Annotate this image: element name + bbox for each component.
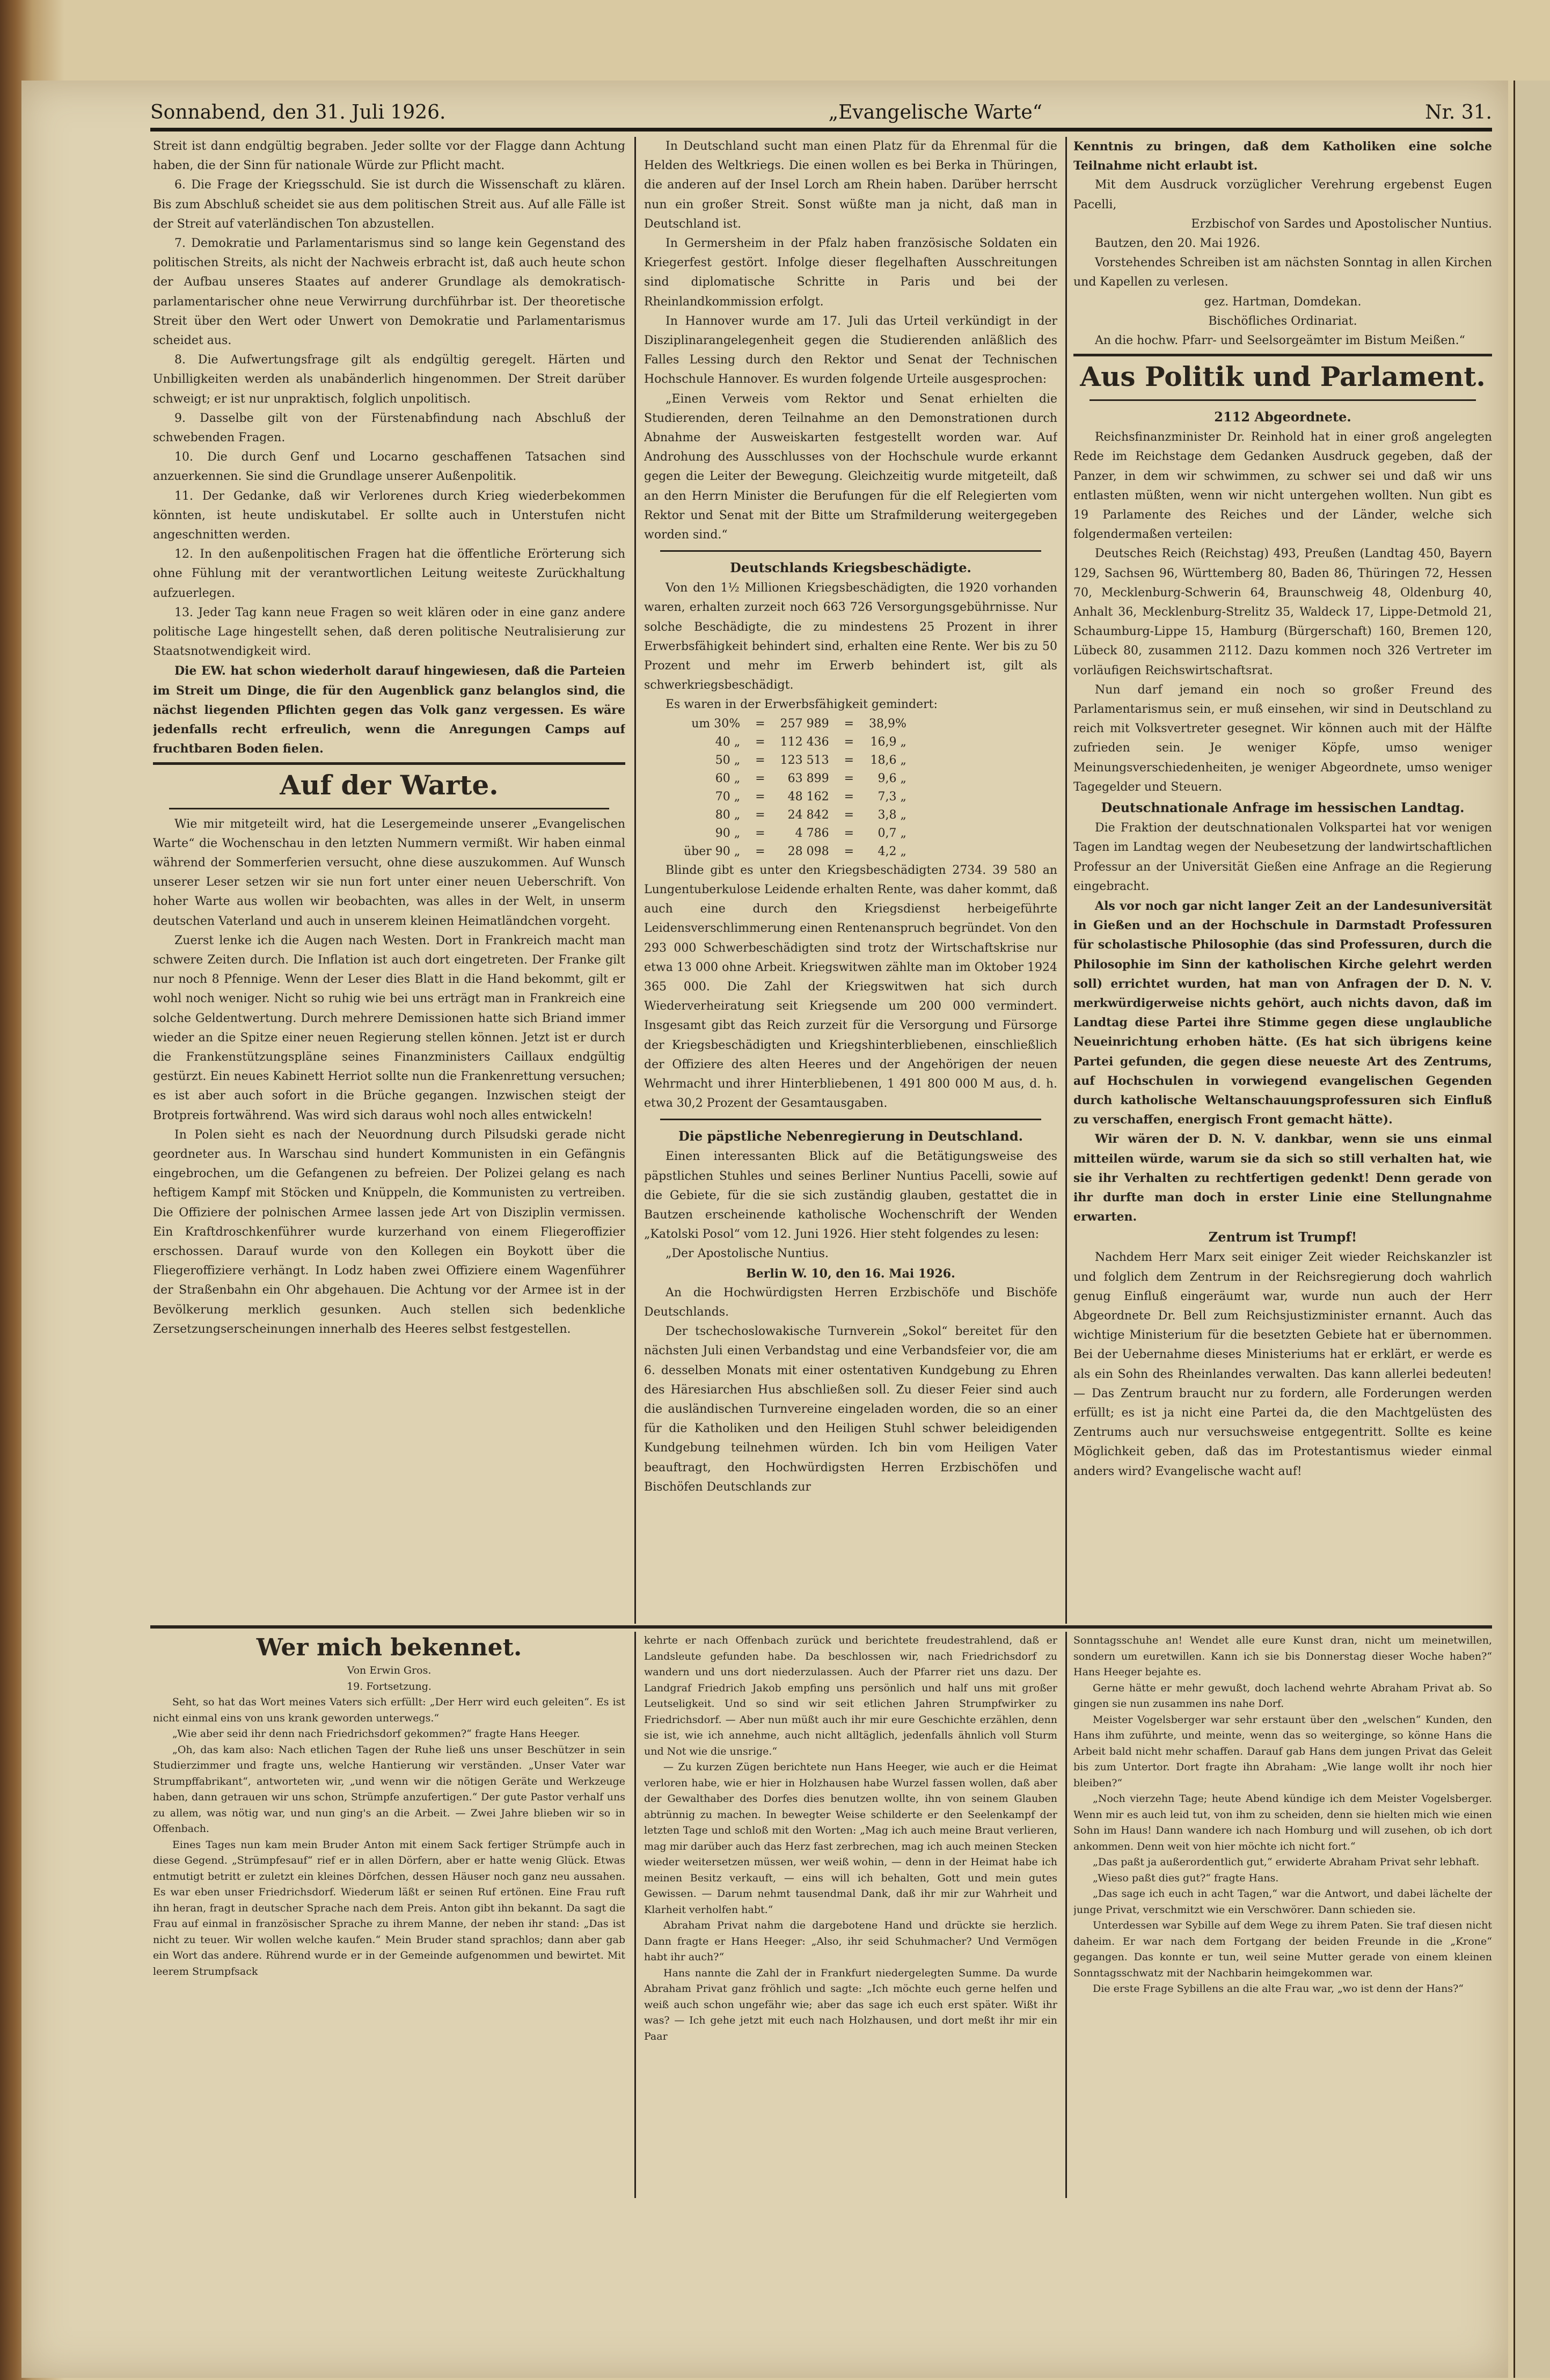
sub-heading: 2112 Abgeordnete. <box>1214 409 1351 425</box>
newspaper-title: „Evangelische Warte“ <box>828 101 1043 123</box>
column-2 <box>644 137 1057 1624</box>
masthead <box>150 94 1492 123</box>
paragraph: An die hochw. Pfarr- und Seelsorgeämter im Bistum Meißen.“ <box>1095 334 1465 348</box>
paragraph: Der tschechoslowakische Turnverein „Sokol“ bereitet für den nächsten Juli einen Verbandstag und eine Verbandsfeier vor, die am 6. desselben Monats mit einer ostentativen Kundgebung zu Ehren des Häresiarchen Hus abschließen soll. Zu dieser Feier sind auch die ausländischen Turnvereine eingeladen worden, die so an einer für die Katholiken und den Heiligen Stuhl schwer beleidigenden Kundgebung teilnehmen würden. Ich bin vom Heiligen Vater beauftragt, den Hochwürdigsten Herren Erzbischöfen und Bischöfen Deutschlands zur <box>644 1325 1057 1494</box>
table-row <box>676 843 914 861</box>
paragraph: „Noch vierzehn Tage; heute Abend kündige ich dem Meister Vogelsberger. Wenn mir es auch leid tut, von ihm zu scheiden, denn sie hielten mich wie einen Sohn im Haus! Dann wandere ich nach Homburg und will zusehen, ob ich dort ankommen. Denn weit von hier möchte ich nicht fort.“ <box>1073 1793 1492 1852</box>
column-divider <box>1065 137 1067 1624</box>
paragraph: Reichsfinanzminister Dr. Reinhold hat in einer groß angelegten Rede im Reichstage dem Gedanken Ausdruck gegeben, daß der Panzer, in dem wir schwimmen, zu schwer sei und daß wir uns entlasten müßten, wenn wir nicht untergehen wollten. Nun gibt es 19 Parlamente des Reiches und der Länder, welche sich folgendermaßen verteilen: <box>1073 430 1492 542</box>
section-heading: Aus Politik und Parlament. <box>1080 361 1486 393</box>
disability-table <box>676 715 914 861</box>
paragraph: Meister Vogelsberger war sehr erstaunt über den „welschen“ Kunden, den Hans ihm zuführte, und meinte, wenn das so weiterginge, so könne Hans die Arbeit bald nicht mehr schaffen. Darauf gab Hans dem jungen Privat das Geleit bis zum Untertor. Dort fragte ihn Abraham: „Wie lange wollt ihr noch hier bleiben?“ <box>1073 1713 1492 1789</box>
paragraph: Einen interessanten Blick auf die Betätigungsweise des päpstlichen Stuhles und seines Berliner Nuntius Pacelli, sowie auf die Gebiete, für die sie sich zuständig glauben, gestattet die in Bautzen erscheinende katholische Wochenschrift der Wenden „Katolski Posol“ vom 12. Juni 1926. Hier steht folgendes zu lesen: <box>644 1150 1057 1242</box>
table-cell: 9,6 „ <box>878 771 906 785</box>
table-cell: = <box>755 771 765 785</box>
table-row <box>676 770 914 788</box>
table-cell: = <box>844 717 854 731</box>
section-heading: Deutschlands Kriegsbeschädigte. <box>730 560 971 576</box>
table-cell: = <box>844 753 854 767</box>
table-cell: 63 899 <box>787 771 829 785</box>
section-heading: Die päpstliche Nebenregierung in Deutschland. <box>678 1128 1023 1144</box>
paragraph-bold: Wir wären der D. N. V. dankbar, wenn sie uns einmal mitteilen würde, warum sie da sich so still verhalten hat, wie sie ihr Verhalten zu rechtfertigen gedenkt! Denn gerade von ihr durfte man doch in erster Linie eine Stellungnahme erwarten. <box>1073 1132 1492 1224</box>
paragraph: Nachdem Herr Marx seit einiger Zeit wieder Reichskanzler ist und folglich dem Zentrum in der Reichsregierung doch wahrlich genug Einfluß eingeräumt war, wurde nun auch der Herr Abgeordnete Dr. Bell zum Reichsjustizminister ernannt. Auch das wichtige Ministerium für die besetzten Gebiete hat er übernommen. Bei der Uebernahme dieses Ministeriums hat er erklärt, er werde es als ein Sohn des Rheinlandes verwalten. Das kann allerlei bedeuten! — Das Zentrum braucht nur zu fordern, alle Forderungen werden erfüllt; es ist ja nicht eine Partei da, die den Machtgelüsten des Zentrums auch nur versuchsweise entgegentritt. Sollte es keine Möglichkeit geben, daß das im Protestantismus wieder einmal anders wird? Evangelische wacht auf! <box>1073 1251 1492 1478</box>
table-cell: 48 162 <box>787 790 829 804</box>
table-cell: 4 786 <box>795 826 829 840</box>
paragraph: In Polen sieht es nach der Neuordnung durch Pilsudski gerade nicht geordneter aus. In Warschau sind hundert Kommunisten in ein Gefängnis eingebrochen, um die Gefangenen zu befreien. Der Polizei gelang es nach heftigem Kampf mit Stöcken und Knüppeln, die Kommunisten zu vertreiben. Die Offiziere der polnischen Armee lassen jede Art von Disziplin vermissen. Ein Kraftdroschkenführer wurde kurzerhand von einem Fliegeroffizier erschossen. Darauf wurde von den Kollegen ein Boykott über die Fliegeroffiziere verhängt. In Lodz haben zwei Offiziere einem Wagenführer der Straßenbahn ein Ohr abgehauen. Die Achtung vor der Armee ist in der Bevölkerung merklich gesunken. Auch stellen sich bedenkliche Zersetzungserscheinungen innerhalb des Heeres selbst festgestellen. <box>153 1128 625 1336</box>
serial-column-2 <box>644 1633 1057 2199</box>
table-cell: 40 „ <box>715 735 741 749</box>
table-cell: 90 „ <box>715 826 741 840</box>
paragraph: In Germersheim in der Pfalz haben französische Soldaten ein Kriegerfest gestört. Infolge dieser flegelhaften Ausschreitungen sind diplomatische Schritte in Paris und bei der Rheinlandkommission erfolgt. <box>644 237 1057 309</box>
paragraph: 13. Jeder Tag kann neue Fragen so weit klären oder in eine ganz andere politische Lage hingestellt sehen, daß deren politische Neutralisierung zur Staatsnotwendigkeit wird. <box>153 605 625 659</box>
paragraph: Von den 1½ Millionen Kriegsbeschädigten, die 1920 vorhanden waren, erhalten zurzeit noch 663 726 Versorgungsgebührnisse. Nur solche Beschädigte, die zu mindestens 25 Prozent in ihrer Erwerbsfähigkeit behindert sind, erhalten eine Rente. Wer bis zu 50 Prozent und mehr im Erwerb behindert ist, gilt als schwerkriegsbeschädigt. <box>644 581 1057 692</box>
paragraph: — Zu kurzen Zügen berichtete nun Hans Heeger, wie auch er die Heimat verloren habe, wie er hier in Holzhausen habe Wurzel fassen wollen, daß aber der Gewalthaber des Dorfes dies benutzen wollte, ihn von seinem Glauben abtrünnig zu machen. In bewegter Weise schilderte er den Seelenkampf der letzten Tage und schloß mit den Worten: „Mag ich auch meine Braut verlieren, mag mir darüber auch das Herz fast zerbrechen, mag ich auch meinen Stecken wieder weitersetzen müssen, wer weiß wohin, — denn in der Heimat habe ich meinen Besitz verkauft, — eins will ich behalten, Gott und mein gutes Gewissen. — Darum nehmt tausendmal Dank, daß ihr mir zur Wahrheit und Klarheit verholfen habt.“ <box>644 1761 1057 1916</box>
paragraph: Seht, so hat das Wort meines Vaters sich erfüllt: „Der Herr wird euch geleiten“. Es ist nicht einmal eins von uns krank geworden unterwegs.“ <box>153 1696 625 1724</box>
issue-date: Sonnabend, den 31. Juli 1926. <box>150 101 446 123</box>
masthead-rule <box>150 128 1492 132</box>
table-cell: = <box>755 808 765 822</box>
table-cell: = <box>755 844 765 858</box>
table-cell: = <box>844 790 854 804</box>
table-cell: = <box>844 844 854 858</box>
column-3 <box>1073 137 1492 1624</box>
table-cell: = <box>755 717 765 731</box>
paragraph: kehrte er nach Offenbach zurück und berichtete freudestrahlend, daß er Landsleute gefunden habe. Da beschlossen wir, nach Friedrichsdorf zu wandern und uns dort niederzulassen. Auch der Pfarrer riet uns dazu. Der Landgraf Friedrich Jakob empfing uns persönlich und half uns mit großer Leutseligkeit. Und so sind wir seit etlichen Jahren Strumpfwirker zu Friedrichsdorf. — Aber nun müßt auch ihr mir eure Geschichte erzählen, denn sie ist, wie ich annehme, auch nicht alltäglich, jedenfalls ähnlich voll Sturm und Not wie die unsrige.“ <box>644 1634 1057 1757</box>
paragraph: Hans nannte die Zahl der in Frankfurt niedergelegten Summe. Da wurde Abraham Privat ganz fröhlich und sagte: „Ich möchte euch gerne helfen und weiß auch schon ungefähr wie; aber das sage ich euch erst später. Wißt ihr was? — Ich gehe jetzt mit euch nach Holzhausen, und dort meßt ihr mir ein Paar <box>644 1967 1057 2042</box>
table-cell: 80 „ <box>715 808 741 822</box>
feuilleton-rule <box>150 1625 1492 1629</box>
paragraph: Vorstehendes Schreiben ist am nächsten Sonntag in allen Kirchen und Kapellen zu verlesen. <box>1073 256 1492 289</box>
table-cell: = <box>755 826 765 840</box>
column-divider <box>634 137 636 1624</box>
paragraph: Die Fraktion der deutschnationalen Volkspartei hat vor wenigen Tagen im Landtag wegen der Neubesetzung der landwirtschaftlichen Professur an der Universität Gießen eine Anfrage an die Regierung eingebracht. <box>1073 821 1492 893</box>
signature-line: Erzbischof von Sardes und Apostolischer Nuntius. <box>1191 217 1492 231</box>
next-page-edge <box>1514 81 1550 2378</box>
paragraph: 10. Die durch Genf und Locarno geschaffenen Tatsachen sind anzuerkennen. Sie sind die Grundlage unserer Außenpolitik. <box>153 450 625 484</box>
table-cell: 18,6 „ <box>870 753 906 767</box>
table-cell: = <box>844 808 854 822</box>
serial-column-1 <box>153 1633 625 2199</box>
table-cell: 60 „ <box>715 771 741 785</box>
column-divider <box>634 1632 636 2198</box>
table-cell: 123 513 <box>780 753 829 767</box>
paragraph: Die erste Frage Sybillens an die alte Frau war, „wo ist denn der Hans?“ <box>1093 1983 1464 1995</box>
signature-line: gez. Hartman, Domdekan. <box>1204 295 1362 309</box>
table-cell: 24 842 <box>787 808 829 822</box>
paragraph: Abraham Privat nahm die dargebotene Hand und drückte sie herzlich. Dann fragte er Hans Heeger: „Also, ihr seid Schuhmacher? Und Vermögen habt ihr auch?“ <box>644 1919 1057 1963</box>
table-cell: 38,9% <box>869 717 906 731</box>
letter-dateline: Berlin W. 10, den 16. Mai 1926. <box>746 1266 955 1281</box>
table-cell: = <box>844 826 854 840</box>
table-row <box>676 824 914 843</box>
table-cell: 7,3 „ <box>878 790 906 804</box>
paragraph: Eines Tages nun kam mein Bruder Anton mit einem Sack fertiger Strümpfe auch in diese Gegend. „Strümpfesauf“ rief er in allen Dörfern, aber er hatte wenig Glück. Etwas entmutigt betritt er zuletzt ein kleines Dörfchen, dessen Häuser noch ganz neu aussahen. Es war eben unser Friedrichsdorf. Wiederum läßt er seinen Ruf ertönen. Eine Frau ruft ihn heran, fragt in deutscher Sprache nach dem Preis. Anton gibt ihn bekannt. Da sagt die Frau auf einmal in französischer Sprache zu ihrem Manne, der neben ihr stand: „Das ist nicht zu teuer. Wir wollen welche kaufen.“ Mein Bruder stand sprachlos; dann aber gab ein Wort das andere. Rührend wurde er in der Gemeinde aufgenommen und bewirtet. Mit leerem Strumpfsack <box>153 1838 625 1977</box>
sub-heading: Zentrum ist Trumpf! <box>1208 1229 1357 1245</box>
section-rule <box>169 808 609 809</box>
table-row <box>676 788 914 806</box>
issue-number: Nr. 31. <box>1425 101 1492 123</box>
paragraph: Nun darf jemand ein noch so großer Freund des Parlamentarismus sein, er muß einsehen, wir sind in Deutschland zu reich mit Volksvertreter gesegnet. Wir können auch mit der Hälfte zufrieden sein. Je weniger Köpfe, umso weniger Meinungsverschiedenheiten, je weniger Abgeordnete, umso weniger Tagegelder und Steuern. <box>1073 683 1492 794</box>
paragraph-bold: Die EW. hat schon wiederholt darauf hingewiesen, daß die Parteien im Streit um Dinge, die für den Augenblick ganz belanglos sind, die nächst liegenden Pflichten gegen das Volk ganz vergessen. Es wäre jedenfalls recht erfreulich, wenn die Anregungen Camps auf fruchtbaren Boden fielen. <box>153 664 625 756</box>
serial-part: 19. Fortsetzung. <box>347 1680 432 1692</box>
paragraph: In Hannover wurde am 17. Juli das Urteil verkündigt in der Disziplinarangelegenheit gegen die Studierenden anläßlich des Falles Lessing durch den Rektor und Senat der Technischen Hochschule Hannover. Es wurden folgende Urteile ausgesprochen: <box>644 314 1057 386</box>
paragraph: „Das paßt ja außerordentlich gut,“ erwiderte Abraham Privat sehr lebhaft. <box>1093 1856 1480 1868</box>
table-cell: 70 „ <box>715 790 741 804</box>
table-cell: 257 989 <box>780 717 829 731</box>
section-rule <box>660 1119 1041 1120</box>
serial-author: Von Erwin Gros. <box>347 1664 432 1676</box>
table-cell: = <box>755 790 765 804</box>
section-rule <box>153 762 625 765</box>
paragraph: 11. Der Gedanke, daß wir Verlorenes durch Krieg wiederbekommen könnten, ist heute undiskutabel. Er sollte auch in Unterstufen nicht angeschnitten werden. <box>153 489 625 542</box>
paragraph: Wie mir mitgeteilt wird, hat die Lesergemeinde unserer „Evangelischen Warte“ die Wochenschau in den letzten Nummern vermißt. Wir haben einmal während der Sommerferien versucht, ohne diese auszukommen. Auf Wunsch unserer Leser setzen wir sie nun fort unter einer neuen Ueberschrift. Von hoher Warte aus wollen wir beobachten, was alles in der Welt, in unserm deutschen Vaterland und auch in unserem kleinen Heimatländchen vorgeht. <box>153 817 625 928</box>
paragraph: Streit ist dann endgültig begraben. Jeder sollte vor der Flagge dann Achtung haben, die der Sinn für nationale Würde zur Pflicht macht. <box>153 140 625 173</box>
serial-column-3 <box>1073 1633 1492 2199</box>
section-rule <box>1090 399 1476 401</box>
paragraph: Zuerst lenke ich die Augen nach Westen. Dort in Frankreich macht man schwere Zeiten durch. Die Inflation ist auch dort eingetreten. Der Franke gilt nur noch 8 Pfennige. Wenn der Leser dies Blatt in die Hand bekommt, gilt er wohl noch weniger. Nicht so ruhig wie bei uns erträgt man in Frankreich eine solche Geldentwertung. Durch mehrere Demissionen hatte sich Briand immer wieder an die Spitze einer neuen Regierung stellen können. Jetzt ist er durch die Frankenstützungspläne seines Finanzministers Caillaux endgültig gestürzt. Ein neues Kabinett Herriot sollte nun die Frankenrettung versuchen; es ist aber auch sofort in die Brüche gegangen. Inzwischen steigt der Brotpreis fortwährend. Was wird sich daraus wohl noch alles entwickeln! <box>153 933 625 1122</box>
table-cell: 50 „ <box>715 753 741 767</box>
signature-line: Bischöfliches Ordinariat. <box>1208 314 1357 328</box>
paragraph: Es waren in der Erwerbsfähigkeit gemindert: <box>666 698 938 712</box>
paragraph: 8. Die Aufwertungsfrage gilt als endgültig geregelt. Härten und Unbilligkeiten werden als unabänderlich hingenommen. Der Streit darüber schweigt; er ist nur unpraktisch, folglich unpolitisch. <box>153 353 625 406</box>
paragraph: Bautzen, den 20. Mai 1926. <box>1095 237 1260 251</box>
paragraph: 9. Dasselbe gilt von der Fürstenabfindung nach Abschluß der schwebenden Fragen. <box>153 411 625 445</box>
paragraph: „Wieso paßt dies gut?“ fragte Hans. <box>1093 1872 1279 1884</box>
column-divider <box>1065 1632 1067 2198</box>
section-rule <box>660 550 1041 552</box>
paragraph: 12. In den außenpolitischen Fragen hat die öffentliche Erörterung sich ohne Fühlung mit der verantwortlichen Leitung weiteste Zurückhaltung aufzuerlegen. <box>153 547 625 600</box>
table-cell: = <box>755 753 765 767</box>
table-cell: 0,7 „ <box>878 826 906 840</box>
table-cell: = <box>755 735 765 749</box>
sub-heading: Deutschnationale Anfrage im hessischen Landtag. <box>1101 800 1465 816</box>
paragraph: „Einen Verweis vom Rektor und Senat erhielten die Studierenden, deren Teilnahme an den Demonstrationen durch Abnahme der Ausweiskarten festgestellt worden war. Auf Androhung des Ausschlusses von der Hochschule wurde erkannt gegen die Leiter der Bewegung. Gleichzeitig wurde mitgeteilt, daß an den Herrn Minister die Berufungen für die elf Relegierten vom Rektor und Senat mit der Bitte um Strafmilderung weitergegeben worden sind.“ <box>644 392 1057 542</box>
paragraph: Deutsches Reich (Reichstag) 493, Preußen (Landtag 450, Bayern 129, Sachsen 96, Württemberg 80, Baden 86, Thüringen 72, Hessen 70, Mecklenburg-Schwerin 64, Braunschweig 48, Oldenburg 40, Anhalt 36, Mecklenburg-Strelitz 35, Waldeck 17, Lippe-Detmold 21, Schaumburg-Lippe 15, Hamburg (Bürgerschaft) 160, Bremen 120, Lübeck 80, zusammen 2112. Dazu kommen noch 326 Vertreter im vorläufigen Reichswirtschaftsrat. <box>1073 547 1492 677</box>
table-cell: = <box>844 771 854 785</box>
paragraph: „Oh, das kam also: Nach etlichen Tagen der Ruhe ließ uns unser Beschützer in sein Studierzimmer und fragte uns, welche Hantierung wir verständen. „Unser Vater war Strumpffabrikant“, antworteten wir, „und wenn wir die nötigen Geräte und Werkzeuge haben, dann getrauen wir uns schon, Strümpfe anzufertigen.“ Der gute Pastor verhalf uns zu allem, was nötig war, und nun ging's an die Arbeit. — Zwei Jahre blieben wir so in Offenbach. <box>153 1743 625 1835</box>
table-cell: 28 098 <box>787 844 829 858</box>
table-row <box>676 715 914 733</box>
table-cell: 16,9 „ <box>870 735 906 749</box>
table-row <box>676 751 914 770</box>
paragraph: Kenntnis zu bringen, daß dem Katholiken eine solche Teilnahme nicht erlaubt ist. <box>1073 140 1492 173</box>
table-cell: um 30% <box>691 717 741 731</box>
paragraph: Gerne hätte er mehr gewußt, doch lachend wehrte Abraham Privat ab. So gingen sie nun zusammen ins nahe Dorf. <box>1073 1682 1492 1710</box>
table-row <box>676 806 914 824</box>
table-cell: über 90 „ <box>684 844 741 858</box>
paragraph-bold: Als vor noch gar nicht langer Zeit an der Landesuniversität in Gießen und an der Hochschule in Darmstadt Professuren für scholastische Philosophie (das sind Professuren, durch die Philosophie im Sinn der katholischen Kirche gelehrt werden soll) errichtet wurden, hat man von Anfragen der D. N. V. merkwürdigerweise nichts gehört, auch nichts davon, daß im Landtag diese Partei ihre Stimme gegen diese unglaubliche Neueinrichtung erhoben hätte. (Es hat sich übrigens keine Partei gefunden, die gegen diese neueste Art des Zentrums, auf Hochschulen in vorwiegend evangelischen Gegenden durch katholische Weltanschauungsprofessuren sich Einfluß zu verschaffen, energisch Front gemacht hätte). <box>1073 899 1492 1127</box>
paragraph: „Das sage ich euch in acht Tagen,“ war die Antwort, und dabei lächelte der junge Privat, verschmitzt wie ein Verschwörer. Dann schieden sie. <box>1073 1888 1492 1916</box>
paragraph: Mit dem Ausdruck vorzüglicher Verehrung ergebenst Eugen Pacelli, <box>1073 178 1492 211</box>
table-row <box>676 733 914 751</box>
section-rule <box>1073 354 1492 356</box>
paragraph: Unterdessen war Sybille auf dem Wege zu ihrem Paten. Sie traf diesen nicht daheim. Er war nach dem Fortgang der beiden Freunde in die „Krone“ gegangen. Das konnte er tun, weil seine Mutter gerade von einem kleinen Sonntagsschwatz mit der Nachbarin heimgekommen war. <box>1073 1919 1492 1979</box>
table-cell: = <box>844 735 854 749</box>
paragraph: Sonntagsschuhe an! Wendet alle eure Kunst dran, nicht um meinetwillen, sondern um euretwillen. Kann ich sie bis Donnerstag dieser Woche haben?“ Hans Heeger bejahte es. <box>1073 1634 1492 1678</box>
paragraph: In Deutschland sucht man einen Platz für da Ehrenmal für die Helden des Weltkriegs. Die einen wollen es bei Berka in Thüringen, die anderen auf der Insel Lorch am Rhein haben. Darüber herrscht nun ein großer Streit. Sonst wüßte man ja nicht, daß man in Deutschland ist. <box>644 140 1057 231</box>
table-cell: 4,2 „ <box>878 844 906 858</box>
paragraph: An die Hochwürdigsten Herren Erzbischöfe und Bischöfe Deutschlands. <box>644 1286 1057 1319</box>
paragraph: „Wie aber seid ihr denn nach Friedrichsdorf gekommen?“ fragte Hans Heeger. <box>172 1728 580 1740</box>
column-1 <box>153 137 625 1624</box>
paragraph: „Der Apostolische Nuntius. <box>666 1247 829 1261</box>
table-cell: 112 436 <box>780 735 829 749</box>
paragraph: 7. Demokratie und Parlamentarismus sind so lange kein Gegenstand des politischen Streits, als nicht der Nachweis erbracht ist, daß auch heute schon der Aufbau unseres Staates auf anderer Grundlage als demokratisch-parlamentarischer ohne neue Verwirrung durchführbar ist. Der theoretische Streit über den Wert oder Unwert von Demokratie und Parlamentarismus scheidet aus. <box>153 237 625 348</box>
section-heading: Auf der Warte. <box>280 769 499 801</box>
paragraph: 6. Die Frage der Kriegsschuld. Sie ist durch die Wissenschaft zu klären. Bis zum Abschluß scheidet sie aus dem politischen Streit aus. Auf alle Fälle ist der Streit auf vaterländischen Ton abzustellen. <box>153 178 625 231</box>
serial-title: Wer mich bekennet. <box>256 1634 522 1661</box>
paragraph: Blinde gibt es unter den Kriegsbeschädigten 2734. 39 580 an Lungentuberkulose Leidende erhalten Rente, was daher kommt, daß auch eine durch den Kriegsdienst herbeigeführte Leidensverschlimmerung einen Rentenanspruch begründet. Von den 293 000 Schwerbeschädigten sind trotz der Wirtschaftskrise nur etwa 13 000 ohne Arbeit. Kriegswitwen zählte man im Oktober 1924 365 000. Die Zahl der Kriegswitwen hat sich durch Wiederverheiratung seit Kriegsende um 200 000 vermindert. Insgesamt gibt das Reich zurzeit für die Versorgung und Fürsorge der Kriegsbeschädigten und Kriegshinterbliebenen, einschließlich der Offiziere des alten Heeres und der Angehörigen der neuen Wehrmacht und ihrer Hinterbliebenen, 1 491 800 000 M aus, d. h. etwa 30,2 Prozent der Gesamtausgaben. <box>644 863 1057 1111</box>
table-cell: 3,8 „ <box>878 808 906 822</box>
